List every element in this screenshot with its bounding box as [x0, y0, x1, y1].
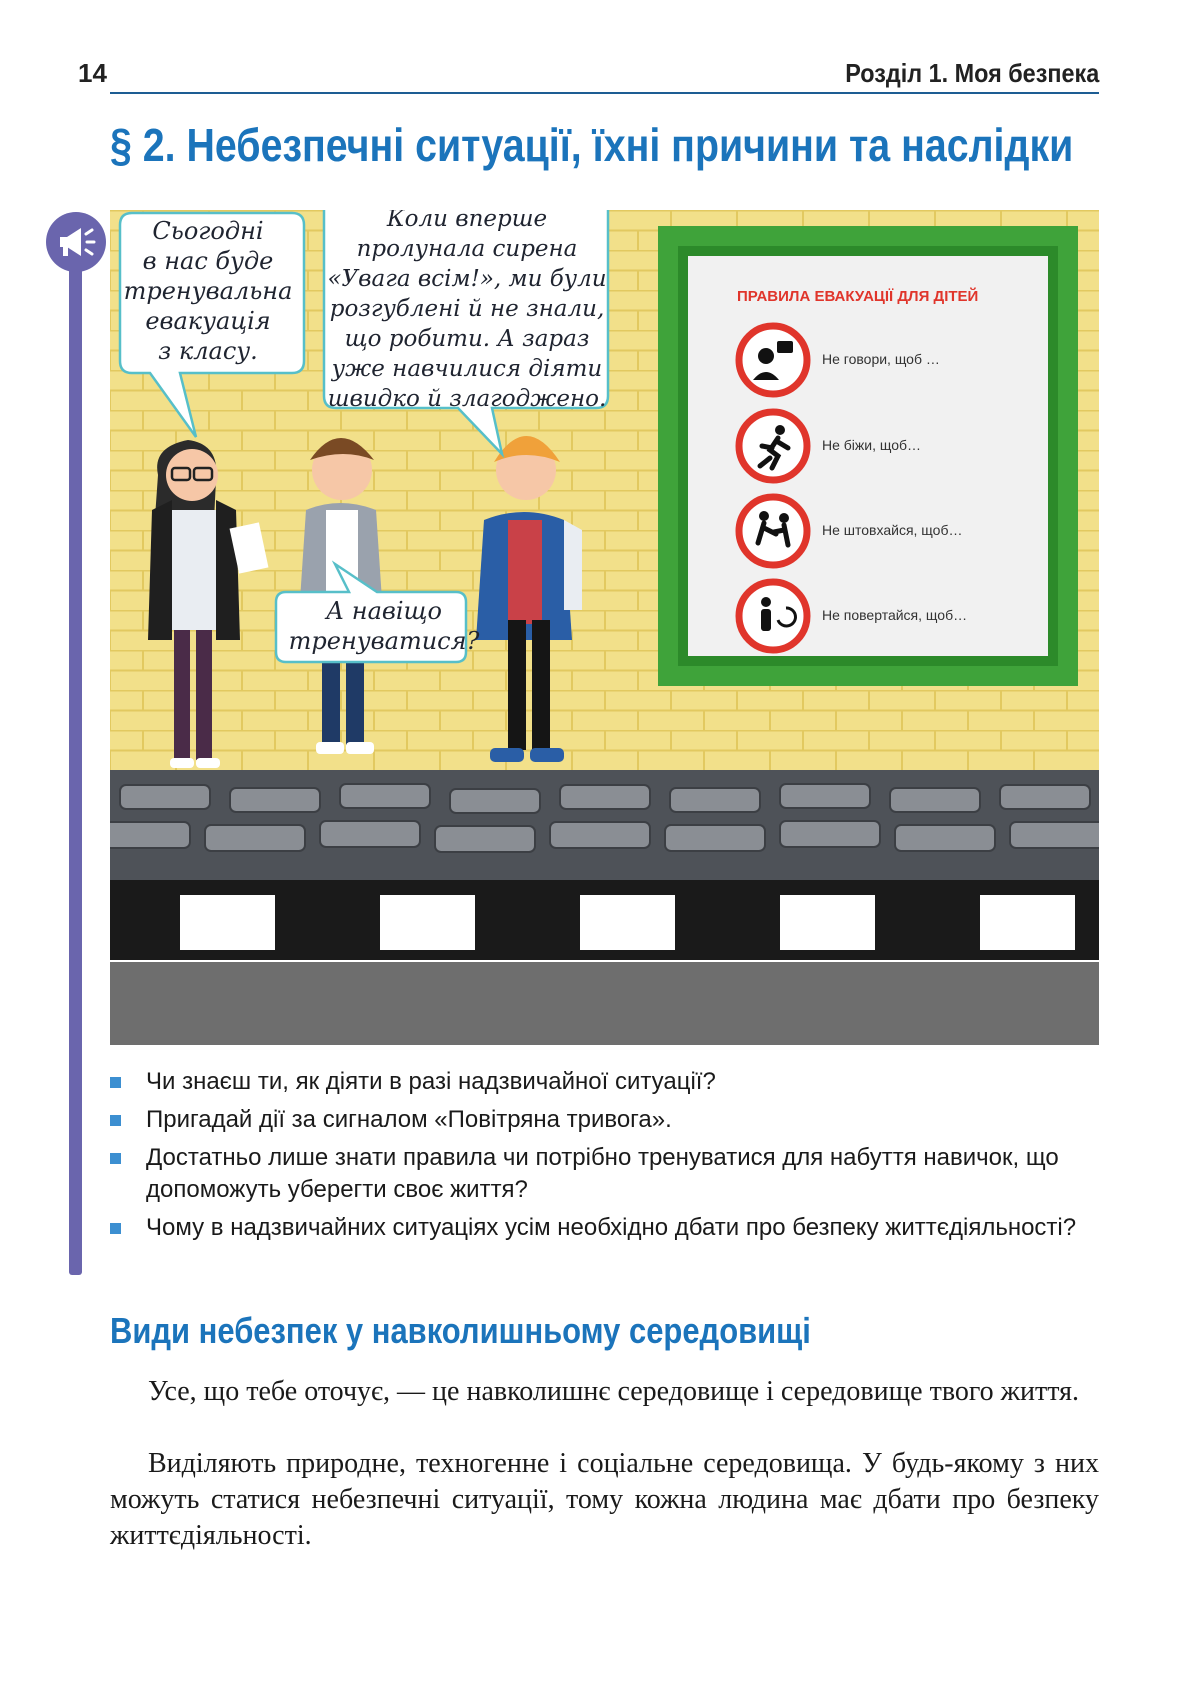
bubble-redhead-text [324, 210, 610, 414]
bubble-girl-text [122, 216, 294, 366]
bubble-redhead-line: Коли вперше [386, 210, 548, 232]
bullet-square [110, 1115, 121, 1126]
bubble-girl-line: евакуація [145, 307, 271, 335]
bullet-square [110, 1153, 121, 1164]
question-item [108, 1066, 1104, 1098]
section-header: Розділ 1. Моя безпека [845, 58, 1099, 88]
question-text: Чому в надзвичайних ситуаціях усім необхідно дбати про безпеку життєдіяльності? [146, 1214, 1077, 1241]
bullet-square [110, 1077, 121, 1088]
no-running-icon [739, 412, 807, 480]
bullet-square [110, 1223, 121, 1234]
poster-title: ПРАВИЛА ЕВАКУАЦІЇ ДЛЯ ДІТЕЙ [737, 288, 979, 305]
evacuation-illustration [110, 210, 1099, 1045]
question-list [108, 1066, 1104, 1250]
question-item [108, 1212, 1104, 1244]
rule-label: Не штовхайся, щоб… [822, 522, 963, 538]
bubble-redhead-line: розгублені й не знали, [329, 296, 605, 322]
megaphone-icon [46, 212, 106, 272]
bubble-redhead-line: швидко й злагоджено. [327, 386, 607, 412]
question-text: Чи знаєш ти, як діяти в разі надзвичайної ситуації? [146, 1068, 716, 1095]
bubble-redhead-line: що робити. А зараз [344, 326, 590, 352]
bubble-girl-line: з класу. [158, 337, 258, 365]
bubble-girl-line: тренувальна [123, 277, 293, 305]
body-paragraph: Усе, що тебе оточує, — це навколишнє середовище і середовище твого життя. [148, 1376, 1079, 1407]
no-turning-back-icon [739, 582, 807, 650]
chapter-title: § 2. Небезпечні ситуації, їхні причини та наслідки [110, 119, 1074, 171]
bubble-redhead-line: уже навчилися діяти [331, 356, 603, 382]
bubble-redhead-line: «Увага всім!», ми були [327, 266, 607, 292]
bubble-boy-text [286, 596, 482, 656]
rule-label: Не говори, щоб … [822, 351, 940, 367]
no-talking-icon [739, 326, 807, 394]
question-text: Достатньо лише знати правила чи потрібно тренуватися для набуття навичок, що допоможуть уберегти своє життя? [146, 1144, 1059, 1203]
body-paragraph: Виділяють природне, техногенне і соціальне середовища. У будь-якому з них можуть статися небезпечні ситуації, тому кожна людина має дбати про безпеку життєдіяльності. [110, 1448, 1099, 1551]
bubble-girl-line: Сьогодні [152, 217, 264, 245]
header-rule [110, 92, 1099, 94]
question-item [108, 1142, 1104, 1206]
no-pushing-icon [739, 497, 807, 565]
question-item [108, 1104, 1104, 1136]
section-subheading: Види небезпек у навколишньому середовищі [110, 1310, 811, 1351]
megaphone-badge [46, 212, 106, 272]
question-text: Пригадай дії за сигналом «Повітряна тривога». [146, 1106, 672, 1133]
left-margin-bar [69, 250, 82, 1275]
page-number: 14 [78, 58, 107, 88]
bubble-boy-line: тренуватися? [288, 627, 480, 655]
rule-label: Не біжи, щоб… [822, 437, 922, 453]
rule-label: Не повертайся, щоб… [822, 607, 968, 623]
bubble-girl-line: в нас буде [142, 247, 274, 275]
bubble-redhead-line: пролунала сирена [356, 236, 578, 262]
bubble-boy-line: А навіщо [325, 597, 443, 625]
